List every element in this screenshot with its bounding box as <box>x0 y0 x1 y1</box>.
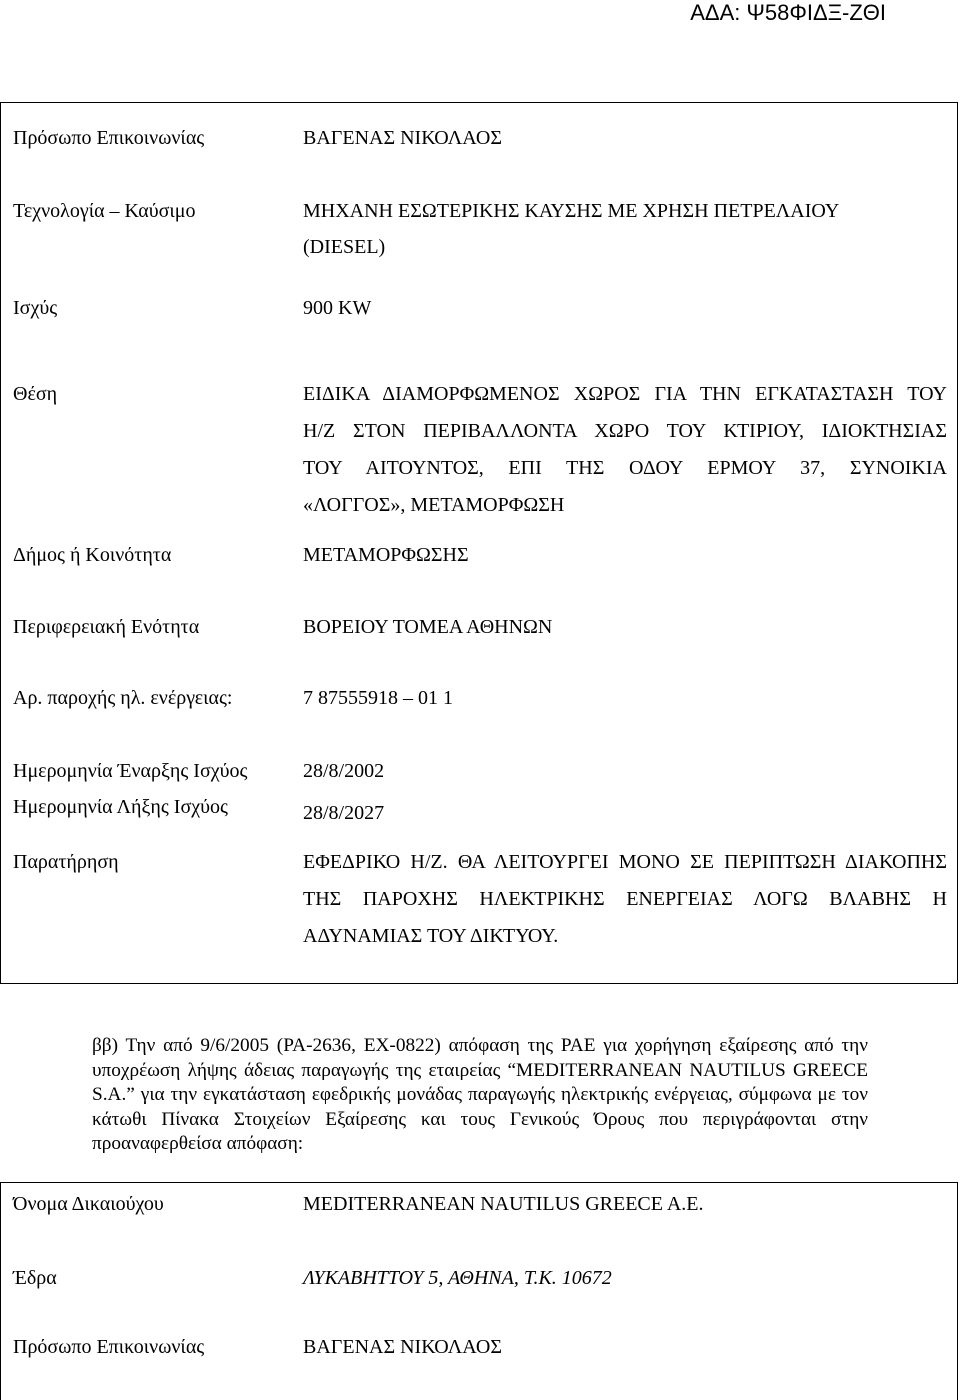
contact-value-2: ΒΑΓΕΝΑΣ ΝΙΚΟΛΑΟΣ <box>303 1336 502 1358</box>
location-line4: «ΛΟΓΓΟΣ», ΜΕΤΑΜΟΡΦΩΣΗ <box>303 494 565 516</box>
owner-label: Όνομα Δικαιούχου <box>13 1193 164 1215</box>
region-value: ΒΟΡΕΙΟΥ ΤΟΜΕΑ ΑΘΗΝΩΝ <box>303 616 553 638</box>
power-value: 900 KW <box>303 297 372 319</box>
technology-value-line1: ΜΗΧΑΝΗ ΕΣΩΤΕΡΙΚΗΣ ΚΑΥΣΗΣ ΜΕ ΧΡΗΣΗ ΠΕΤΡΕΛΑΙΟΥ <box>303 200 840 222</box>
start-date-value: 28/8/2002 <box>303 760 385 782</box>
supply-number-value: 7 87555918 – 01 1 <box>303 687 453 709</box>
contact-value: ΒΑΓΕΝΑΣ ΝΙΚΟΛΑΟΣ <box>303 127 502 149</box>
ada-code: ΑΔΑ: Ψ58ΦΙΔΞ-ΖΘΙ <box>690 0 886 25</box>
contact-label-2: Πρόσωπο Επικοινωνίας <box>13 1336 205 1358</box>
note-line2: ΤΗΣ ΠΑΡΟΧΗΣ ΗΛΕΚΤΡΙΚΗΣ ΕΝΕΡΓΕΙΑΣ ΛΟΓΩ ΒΛΑΒΗΣ Η <box>303 888 947 910</box>
note-line1: ΕΦΕΔΡΙΚΟ Η/Ζ. ΘΑ ΛΕΙΤΟΥΡΓΕΙ ΜΟΝΟ ΣΕ ΠΕΡΙΠΤΩΣΗ ΔΙΑΚΟΠΗΣ <box>303 851 947 873</box>
exemption-table-1 <box>0 102 958 984</box>
location-label: Θέση <box>13 383 58 405</box>
exemption-table-2 <box>0 1182 958 1400</box>
seat-value: ΛΥΚΑΒΗΤΤΟΥ 5, ΑΘΗΝΑ, Τ.Κ. 10672 <box>303 1267 612 1289</box>
region-label: Περιφερειακή Ενότητα <box>13 616 200 638</box>
seat-label: Έδρα <box>13 1267 57 1289</box>
owner-value: MEDITERRANEAN NAUTILUS GREECE A.E. <box>303 1193 704 1215</box>
note-line3: ΑΔΥΝΑΜΙΑΣ ΤΟΥ ΔΙΚΤΥΟΥ. <box>303 925 559 947</box>
technology-value-line2: (DIESEL) <box>303 236 386 258</box>
location-line2: Η/Ζ ΣΤΟΝ ΠΕΡΙΒΑΛΛΟΝΤΑ ΧΩΡΟ ΤΟΥ ΚΤΙΡΙΟΥ, ΙΔΙΟΚΤΗΣΙΑΣ <box>303 420 947 442</box>
location-line3: ΤΟΥ ΑΙΤΟΥΝΤΟΣ, ΕΠΙ ΤΗΣ ΟΔΟΥ ΕΡΜΟΥ 37, ΣΥΝΟΙΚΙΑ <box>303 457 947 479</box>
municipality-value: ΜΕΤΑΜΟΡΦΩΣΗΣ <box>303 544 469 566</box>
exemption-paragraph: ββ) Την από 9/6/2005 (ΡΑ-2636, ΕΧ-0822) απόφαση της ΡΑΕ για χορήγηση εξαίρεσης από την υποχρέωση λήψης άδειας παραγωγής της εταιρείας “MEDITERRANEAN NAUTILUS GREECE S.A.” για την εγκατάσταση εφεδρικής μονάδας παραγωγής ηλεκτρικής ενέργειας, σύμφωνα με τον κάτωθι Πίνακα Στοιχείων Εξαίρεσης και τους Γενικούς Όρους που περιγράφονται στην προαναφερθείσα απόφαση: <box>92 1035 868 1155</box>
start-date-label: Ημερομηνία Έναρξης Ισχύος <box>13 760 248 782</box>
note-label: Παρατήρηση <box>13 851 119 873</box>
end-date-value: 28/8/2027 <box>303 802 385 824</box>
supply-number-label: Αρ. παροχής ηλ. ενέργειας: <box>13 687 233 709</box>
end-date-label: Ημερομηνία Λήξης Ισχύος <box>13 796 228 818</box>
contact-label: Πρόσωπο Επικοινωνίας <box>13 127 205 149</box>
power-label: Ισχύς <box>13 297 58 319</box>
technology-label: Τεχνολογία – Καύσιμο <box>13 200 196 222</box>
municipality-label: Δήμος ή Κοινότητα <box>13 544 172 566</box>
location-line1: ΕΙΔΙΚΑ ΔΙΑΜΟΡΦΩΜΕΝΟΣ ΧΩΡΟΣ ΓΙΑ ΤΗΝ ΕΓΚΑΤΑΣΤΑΣΗ ΤΟΥ <box>303 383 947 405</box>
